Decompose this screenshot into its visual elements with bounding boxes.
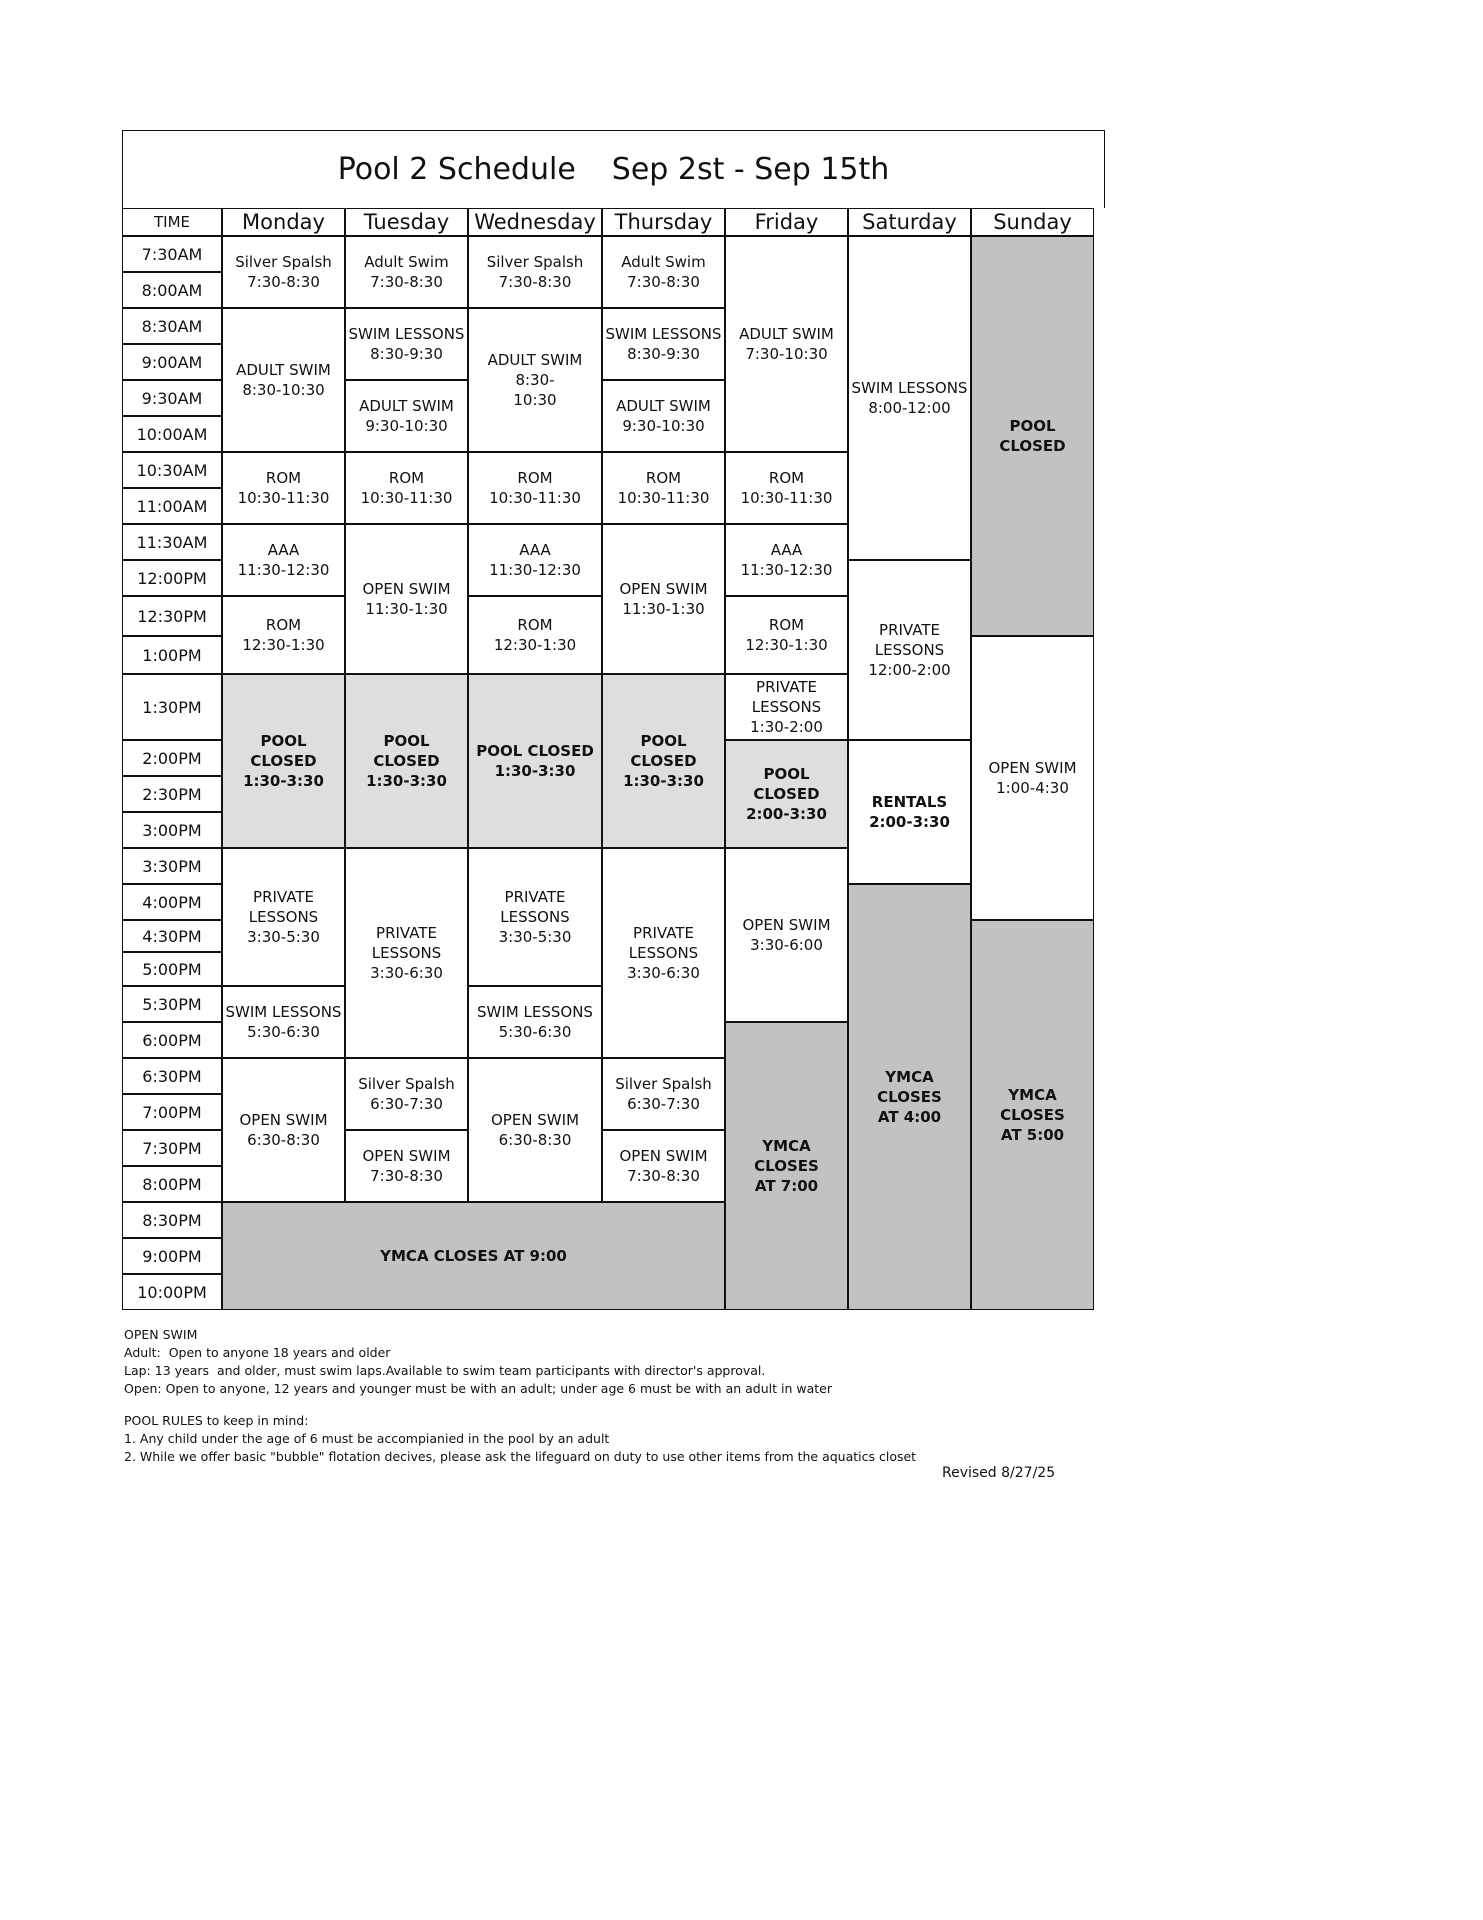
event-text: AAA: [519, 541, 551, 559]
event-text: LESSONS: [874, 641, 945, 659]
time-slot: 8:00PM: [122, 1166, 222, 1202]
event-text: 6:30-8:30: [498, 1131, 572, 1149]
event-text: OPEN SWIM: [988, 759, 1077, 777]
schedule-event: [345, 1130, 468, 1202]
event-text: 3:30-5:30: [247, 928, 320, 946]
event-text: 3:30-6:30: [370, 964, 443, 982]
title-name: Pool 2 Schedule: [337, 152, 576, 187]
event-text: 12:30-1:30: [745, 636, 828, 654]
day-header-sunday: Sunday: [971, 208, 1094, 236]
event-text: 10:30: [513, 391, 557, 409]
schedule-event: [848, 560, 971, 740]
event-text: LESSONS: [751, 698, 822, 716]
event-text: OPEN SWIM: [362, 1147, 451, 1165]
rule-2: 2. While we offer basic "bubble" flotation decives, please ask the lifeguard on duty to use other items from the aquatics closet: [124, 1449, 917, 1464]
event-text: 6:30-7:30: [370, 1095, 443, 1113]
event-text: 6:30-7:30: [627, 1095, 700, 1113]
schedule-event: [725, 740, 848, 848]
day-header-monday: Monday: [222, 208, 345, 236]
event-text: 6:30-8:30: [247, 1131, 320, 1149]
event-text: 2:00-3:30: [746, 805, 827, 823]
event-text: OPEN SWIM: [742, 916, 831, 934]
event-text: 10:30-11:30: [360, 489, 453, 507]
schedule-event: [222, 848, 345, 986]
event-text: ROM: [517, 616, 553, 634]
time-slot: 7:00PM: [122, 1094, 222, 1130]
event-text: OPEN SWIM: [490, 1111, 580, 1129]
event-text: 5:30-6:30: [498, 1023, 572, 1041]
schedule-event: [725, 452, 848, 524]
time-slot: 7:30AM: [122, 236, 222, 272]
event-text: AT 5:00: [1000, 1126, 1065, 1144]
event-text: ROM: [768, 469, 805, 487]
event-text: PRIVATE LESSONS: [500, 888, 570, 926]
event-text: 1:30-2:00: [750, 718, 823, 736]
event-text: ROM: [645, 469, 682, 487]
event-text: SWIM LESSONS: [348, 325, 465, 343]
day-header-wednesday: Wednesday: [468, 208, 602, 236]
rule-1: 1. Any child under the age of 6 must be accompianied in the pool by an adult: [124, 1431, 610, 1446]
event-text: 12:00-2:00: [868, 661, 951, 679]
event-text: AT 7:00: [754, 1177, 819, 1195]
event-text: 1:30-3:30: [623, 772, 704, 790]
day-header-thursday: Thursday: [602, 208, 725, 236]
schedule-event: [468, 308, 602, 452]
event-text: 9:30-10:30: [622, 417, 705, 435]
event-text: POOL CLOSED: [476, 742, 594, 760]
event-text: 8:30-10:30: [242, 381, 325, 399]
schedule-event: [222, 1058, 345, 1202]
event-text: 10:30-11:30: [489, 489, 581, 507]
time-slot: 10:00AM: [122, 416, 222, 452]
time-slot: 11:00AM: [122, 488, 222, 524]
time-slot: 5:30PM: [122, 986, 222, 1022]
event-text: OPEN SWIM: [619, 580, 708, 598]
event-text: ADULT SWIM 8:30-: [487, 351, 583, 389]
event-text: YMCA CLOSES: [754, 1137, 819, 1175]
event-text: 10:30-11:30: [237, 489, 330, 507]
event-text: 11:30-12:30: [489, 561, 581, 579]
event-text: 12:30-1:30: [242, 636, 325, 654]
event-text: ROM: [768, 616, 805, 634]
time-slot: 5:00PM: [122, 952, 222, 986]
note-adult: Adult: Open to anyone 18 years and older: [124, 1345, 391, 1360]
schedule-event: [222, 524, 345, 596]
event-text: AT 4:00: [877, 1108, 942, 1126]
schedule-event: [848, 884, 971, 1310]
time-slot: 9:30AM: [122, 380, 222, 416]
event-text: ROM: [265, 616, 302, 634]
event-text: 2:00-3:30: [869, 813, 950, 831]
event-text: Silver Spalsh: [486, 253, 584, 271]
event-text: PRIVATE: [253, 888, 314, 906]
event-text: 8:30-9:30: [370, 345, 443, 363]
day-header-saturday: Saturday: [848, 208, 971, 236]
event-text: AAA: [770, 541, 803, 559]
event-text: POOL CLOSED: [373, 732, 440, 770]
event-text: 1:00-4:30: [996, 779, 1069, 797]
schedule-event: [345, 1058, 468, 1130]
rules-heading: POOL RULES to keep in mind:: [124, 1413, 309, 1428]
event-text: 7:30-10:30: [745, 345, 828, 363]
schedule-event: [222, 308, 345, 452]
schedule-event: [971, 920, 1094, 1310]
schedule-event: [725, 524, 848, 596]
time-slot: 4:00PM: [122, 884, 222, 920]
event-text: YMCA CLOSES AT 9:00: [380, 1247, 567, 1265]
time-slot: 1:00PM: [122, 636, 222, 674]
event-text: POOL CLOSED: [250, 732, 317, 770]
time-slot: 6:00PM: [122, 1022, 222, 1058]
schedule-event: [222, 1202, 725, 1310]
event-text: SWIM LESSONS: [851, 379, 968, 397]
schedule-event: [222, 236, 345, 308]
schedule-event: [468, 1058, 602, 1202]
schedule-event: [971, 236, 1094, 636]
event-text: ADULT SWIM: [359, 397, 454, 415]
time-slot: 8:00AM: [122, 272, 222, 308]
event-text: PRIVATE: [633, 924, 694, 942]
event-text: ROM: [517, 469, 553, 487]
event-text: POOL CLOSED: [630, 732, 697, 770]
time-slot: 7:30PM: [122, 1130, 222, 1166]
event-text: 8:00-12:00: [868, 399, 951, 417]
event-text: ADULT SWIM: [236, 361, 331, 379]
event-text: YMCA CLOSES: [877, 1068, 942, 1106]
event-text: 7:30-8:30: [370, 1167, 443, 1185]
schedule-event: [222, 674, 345, 848]
event-text: 1:30-3:30: [494, 762, 576, 780]
time-slot: 6:30PM: [122, 1058, 222, 1094]
schedule-event: [725, 674, 848, 740]
event-text: 7:30-8:30: [370, 273, 443, 291]
event-text: 12:30-1:30: [493, 636, 577, 654]
event-text: 10:30-11:30: [740, 489, 833, 507]
event-text: 10:30-11:30: [617, 489, 710, 507]
time-slot: 8:30PM: [122, 1202, 222, 1238]
title-dates: Sep 2st - Sep 15th: [611, 152, 890, 187]
schedule-event: [725, 596, 848, 674]
time-slot: 2:30PM: [122, 776, 222, 812]
time-slot: 1:30PM: [122, 674, 222, 740]
event-text: 11:30-1:30: [622, 600, 705, 618]
event-text: SWIM LESSONS: [477, 1003, 593, 1021]
event-text: 11:30-1:30: [365, 600, 448, 618]
event-text: ADULT SWIM: [739, 325, 834, 343]
schedule-event: [848, 740, 971, 884]
time-slot: 10:30AM: [122, 452, 222, 488]
event-text: 11:30-12:30: [237, 561, 330, 579]
schedule-event: [602, 1130, 725, 1202]
schedule-event: [468, 452, 602, 524]
event-text: 7:30-8:30: [627, 273, 700, 291]
schedule-event: [848, 236, 971, 560]
schedule-event: [602, 674, 725, 848]
time-slot: 3:30PM: [122, 848, 222, 884]
event-text: Adult Swim: [621, 253, 706, 271]
schedule-event: [725, 848, 848, 1022]
schedule-event: [468, 524, 602, 596]
schedule-event: [468, 848, 602, 986]
event-text: Silver Spalsh: [358, 1075, 455, 1093]
event-text: Silver Spalsh: [235, 253, 332, 271]
event-text: POOL CLOSED: [999, 417, 1066, 455]
event-text: LESSONS: [248, 908, 319, 926]
event-text: OPEN SWIM: [619, 1147, 708, 1165]
event-text: SWIM LESSONS: [605, 325, 722, 343]
schedule-event: [222, 596, 345, 674]
event-text: OPEN SWIM: [362, 580, 451, 598]
event-text: 3:30-6:00: [750, 936, 823, 954]
event-text: 3:30-5:30: [498, 928, 572, 946]
event-text: ROM: [388, 469, 425, 487]
note-open: Open: Open to anyone, 12 years and younger must be with an adult; under age 6 must be with an adult in water: [124, 1381, 832, 1396]
time-slot: 9:00PM: [122, 1238, 222, 1274]
schedule-event: [468, 986, 602, 1058]
schedule-event: [725, 236, 848, 452]
schedule-event: [971, 636, 1094, 920]
schedule-event: [602, 848, 725, 1058]
event-text: OPEN SWIM: [239, 1111, 328, 1129]
schedule-event: [345, 308, 468, 380]
event-text: 1:30-3:30: [366, 772, 447, 790]
time-header: TIME: [122, 208, 222, 236]
event-text: AAA: [267, 541, 300, 559]
schedule-event: [345, 236, 468, 308]
event-text: PRIVATE: [756, 678, 817, 696]
time-slot: 12:00PM: [122, 560, 222, 596]
event-text: Silver Spalsh: [615, 1075, 712, 1093]
notes: [124, 1326, 916, 1466]
schedule-event: [602, 452, 725, 524]
schedule-event: [345, 848, 468, 1058]
schedule-event: [602, 308, 725, 380]
event-text: 7:30-8:30: [498, 273, 572, 291]
schedule-event: [345, 452, 468, 524]
event-text: YMCA CLOSES: [1000, 1086, 1065, 1124]
schedule-event: [468, 674, 602, 848]
schedule-event: [725, 1022, 848, 1310]
time-slot: 4:30PM: [122, 920, 222, 952]
time-slot: 2:00PM: [122, 740, 222, 776]
schedule-event: [222, 986, 345, 1058]
event-text: PRIVATE: [376, 924, 437, 942]
time-slot: 8:30AM: [122, 308, 222, 344]
event-text: 1:30-3:30: [243, 772, 324, 790]
schedule-event: [602, 524, 725, 674]
schedule-event: [345, 524, 468, 674]
event-text: LESSONS: [371, 944, 442, 962]
schedule-event: [222, 452, 345, 524]
time-slot: 3:00PM: [122, 812, 222, 848]
schedule-event: [468, 236, 602, 308]
event-text: ROM: [265, 469, 302, 487]
schedule-event: [345, 380, 468, 452]
event-text: 7:30-8:30: [627, 1167, 700, 1185]
event-text: POOL CLOSED: [753, 765, 820, 803]
day-header-friday: Friday: [725, 208, 848, 236]
event-text: Adult Swim: [364, 253, 449, 271]
open-swim-heading: OPEN SWIM: [124, 1327, 198, 1342]
event-text: 5:30-6:30: [247, 1023, 320, 1041]
time-slot: 9:00AM: [122, 344, 222, 380]
time-slot: 12:30PM: [122, 596, 222, 636]
event-text: SWIM LESSONS: [225, 1003, 342, 1021]
schedule-event: [602, 1058, 725, 1130]
event-text: PRIVATE: [879, 621, 940, 639]
event-text: 8:30-9:30: [627, 345, 700, 363]
note-lap: Lap: 13 years and older, must swim laps.Available to swim team participants with director's approval.: [124, 1363, 766, 1378]
event-text: ADULT SWIM: [616, 397, 711, 415]
time-slot: 11:30AM: [122, 524, 222, 560]
event-text: 7:30-8:30: [247, 273, 320, 291]
schedule-event: [345, 674, 468, 848]
schedule-event: [602, 236, 725, 308]
time-slot: 10:00PM: [122, 1274, 222, 1310]
revised-date: Revised 8/27/25: [942, 1465, 1056, 1481]
event-text: 3:30-6:30: [627, 964, 700, 982]
day-header-tuesday: Tuesday: [345, 208, 468, 236]
event-text: 11:30-12:30: [740, 561, 833, 579]
event-text: RENTALS: [871, 793, 948, 811]
schedule-event: [468, 596, 602, 674]
schedule-event: [602, 380, 725, 452]
event-text: 9:30-10:30: [365, 417, 448, 435]
event-text: LESSONS: [628, 944, 699, 962]
